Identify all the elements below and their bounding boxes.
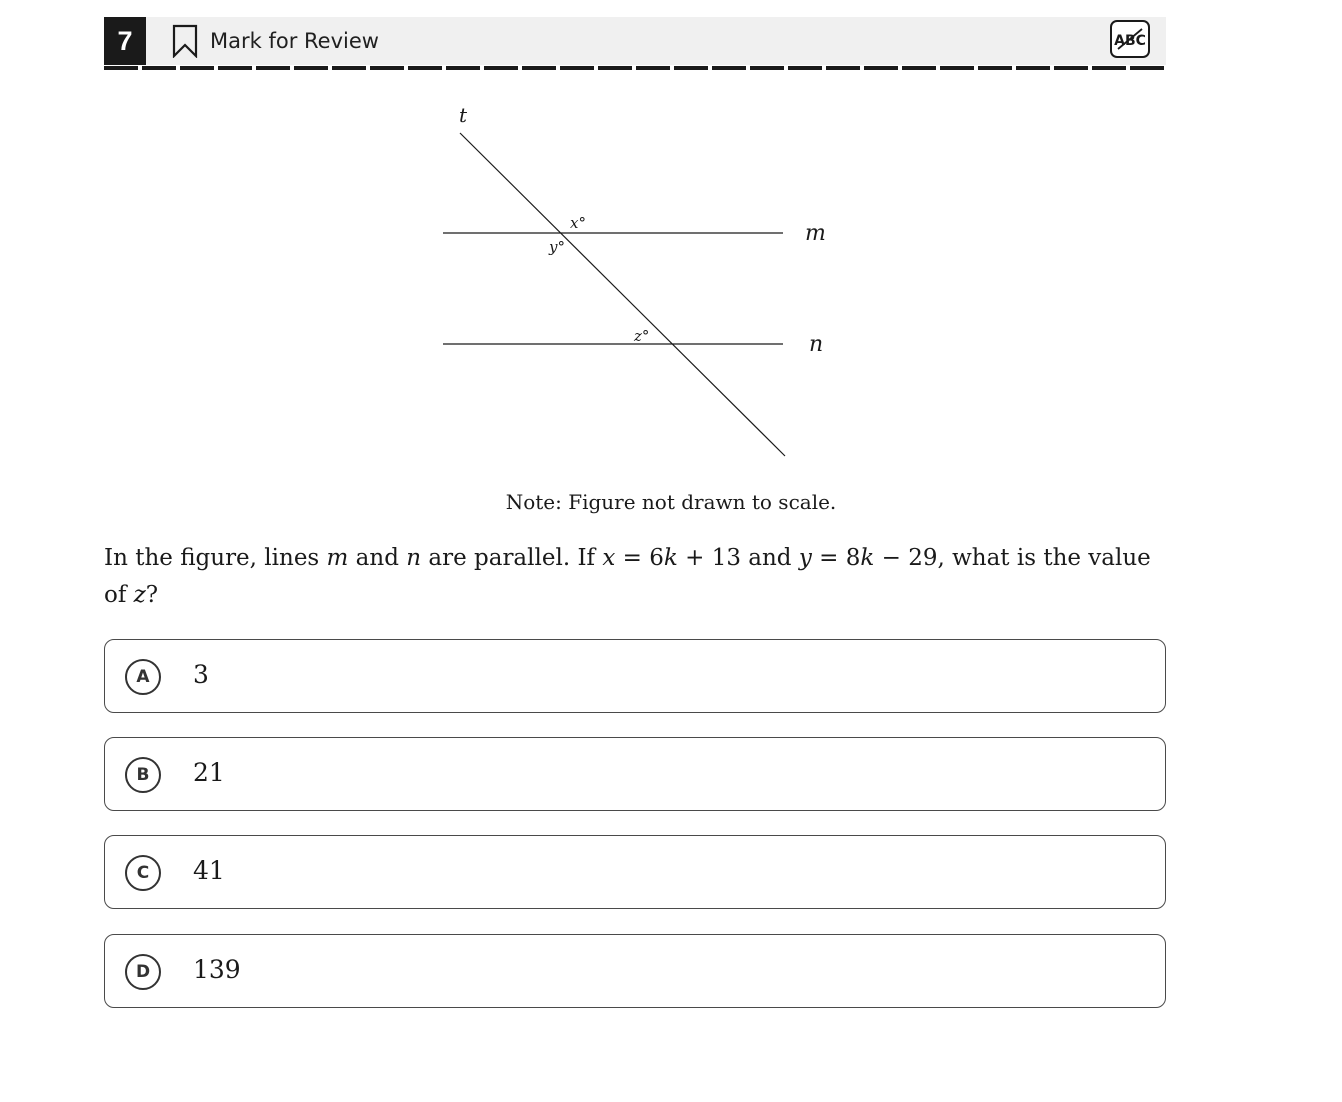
question-header xyxy=(104,17,1166,65)
answer-choice-d[interactable] xyxy=(104,934,1166,1008)
answer-choice-c[interactable] xyxy=(104,835,1166,909)
choice-value-b: 21 xyxy=(193,758,225,787)
answer-choice-a[interactable] xyxy=(104,639,1166,713)
label-m: m xyxy=(805,221,826,246)
question-number: 7 xyxy=(104,17,146,65)
choice-letter-d: D xyxy=(125,954,161,990)
abc-strikethrough-icon xyxy=(1113,27,1147,51)
mark-for-review-label: Mark for Review xyxy=(210,29,379,53)
parallel-lines-figure xyxy=(420,95,870,465)
svg-text:ABC: ABC xyxy=(1114,33,1146,49)
question-text: In the figure, lines m and n are parallel. If x = 6k + 13 and y = 8k − 29, what is the value of z? xyxy=(104,545,1151,608)
answer-eliminator-button[interactable] xyxy=(1110,20,1150,58)
choice-value-c: 41 xyxy=(193,856,225,885)
bookmark-icon xyxy=(172,24,198,58)
transversal-line-t xyxy=(460,133,785,456)
label-n: n xyxy=(809,332,824,357)
figure-note: Note: Figure not drawn to scale. xyxy=(505,490,837,514)
angle-label-y: y° xyxy=(549,238,565,256)
choice-letter-b: B xyxy=(125,757,161,793)
answer-choice-b[interactable] xyxy=(104,737,1166,811)
choice-letter-a: A xyxy=(125,659,161,695)
mark-for-review-button[interactable] xyxy=(172,24,379,58)
label-t: t xyxy=(459,103,468,127)
choice-letter-c: C xyxy=(125,855,161,891)
choice-value-d: 139 xyxy=(193,955,241,984)
angle-label-z: z° xyxy=(634,327,650,345)
header-divider xyxy=(104,66,1166,70)
angle-label-x: x° xyxy=(570,214,586,232)
choice-value-a: 3 xyxy=(193,660,209,689)
